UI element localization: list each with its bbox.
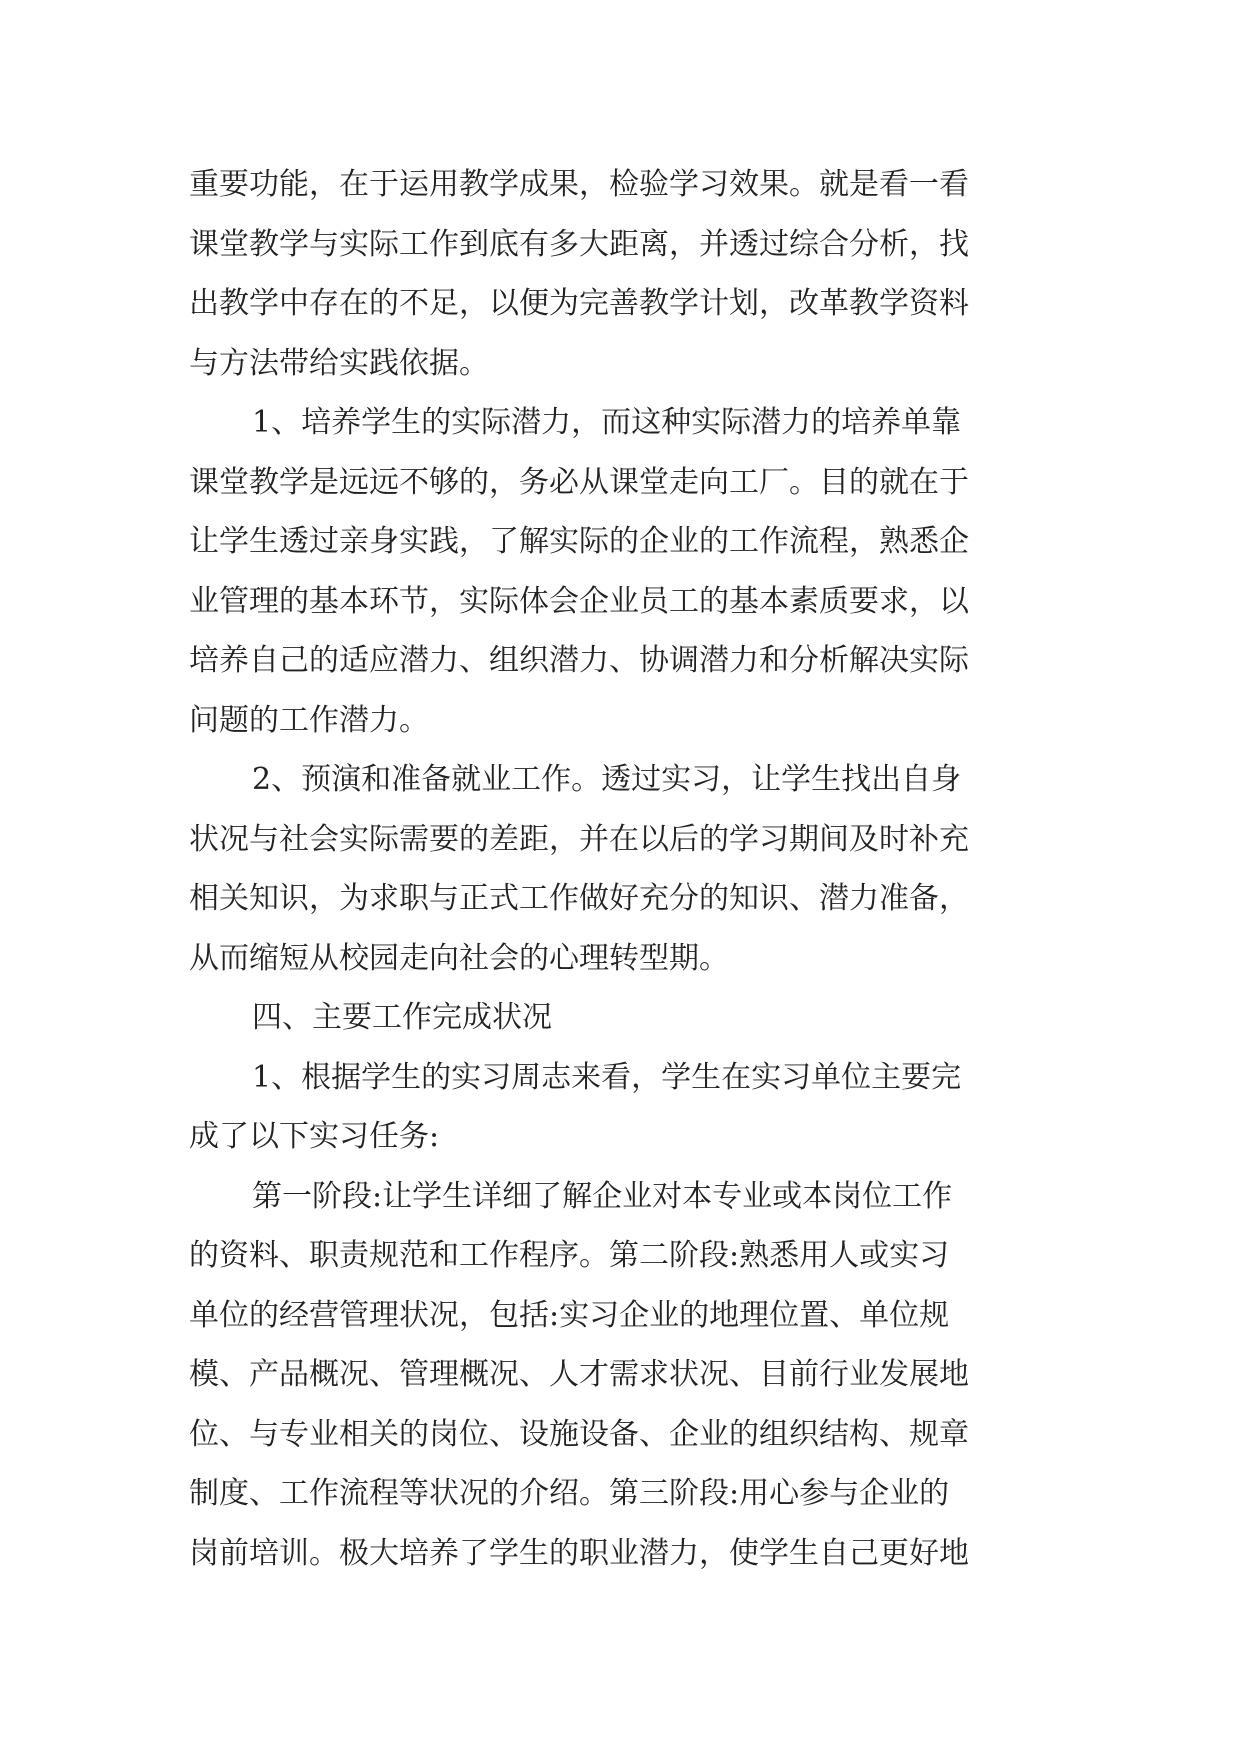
- text-line: 相关知识，为求职与正式工作做好充分的知识、潜力准备，: [189, 881, 969, 916]
- paragraph-first-line: 1、根据学生的实习周志来看，学生在实习单位主要完: [252, 1059, 962, 1095]
- text-line: 问题的工作潜力。: [189, 702, 429, 738]
- text-line: 与方法带给实践依据。: [189, 345, 489, 381]
- text-line: 课堂教学与实际工作到底有多大距离，并透过综合分析，找: [189, 226, 969, 262]
- text-line: 从而缩短从校园走向社会的心理转型期。: [189, 940, 729, 976]
- text-line: 出教学中存在的不足，以便为完善教学计划，改革教学资料: [189, 286, 969, 321]
- text-line: 单位的经营管理状况，包括:实习企业的地理位置、单位规: [189, 1297, 950, 1333]
- paragraph-first-line: 1、培养学生的实际潜力，而这种实际潜力的培养单靠: [252, 405, 962, 440]
- text-line: 成了以下实习任务:: [189, 1119, 440, 1154]
- text-line: 业管理的基本环节，实际体会企业员工的基本素质要求，以: [189, 583, 969, 619]
- document-body: [189, 155, 1059, 1583]
- text-line: 岗前培训。极大培养了学生的职业潜力，使学生自己更好地: [189, 1535, 969, 1571]
- paragraph-first-line: 第一阶段:让学生详细了解企业对本专业或本岗位工作: [252, 1178, 953, 1214]
- text-line: 模、产品概况、管理概况、人才需求状况、目前行业发展地: [189, 1357, 969, 1392]
- text-line: 重要功能，在于运用教学成果，检验学习效果。就是看一看: [189, 167, 969, 202]
- section-heading: 四、主要工作完成状况: [252, 1000, 552, 1035]
- paragraph-first-line: 2、预演和准备就业工作。透过实习，让学生找出自身: [252, 762, 962, 797]
- text-line: 课堂教学是远远不够的，务必从课堂走向工厂。目的就在于: [189, 464, 969, 500]
- text-line: 状况与社会实际需要的差距，并在以后的学习期间及时补充: [189, 821, 969, 857]
- text-line: 位、与专业相关的岗位、设施设备、企业的组织结构、规章: [189, 1416, 969, 1452]
- text-line: 培养自己的适应潜力、组织潜力、协调潜力和分析解决实际: [189, 643, 969, 678]
- text-line: 让学生透过亲身实践，了解实际的企业的工作流程，熟悉企: [189, 524, 969, 559]
- text-line: 的资料、职责规范和工作程序。第二阶段:熟悉用人或实习: [189, 1238, 950, 1273]
- text-line: 制度、工作流程等状况的介绍。第三阶段:用心参与企业的: [189, 1476, 950, 1511]
